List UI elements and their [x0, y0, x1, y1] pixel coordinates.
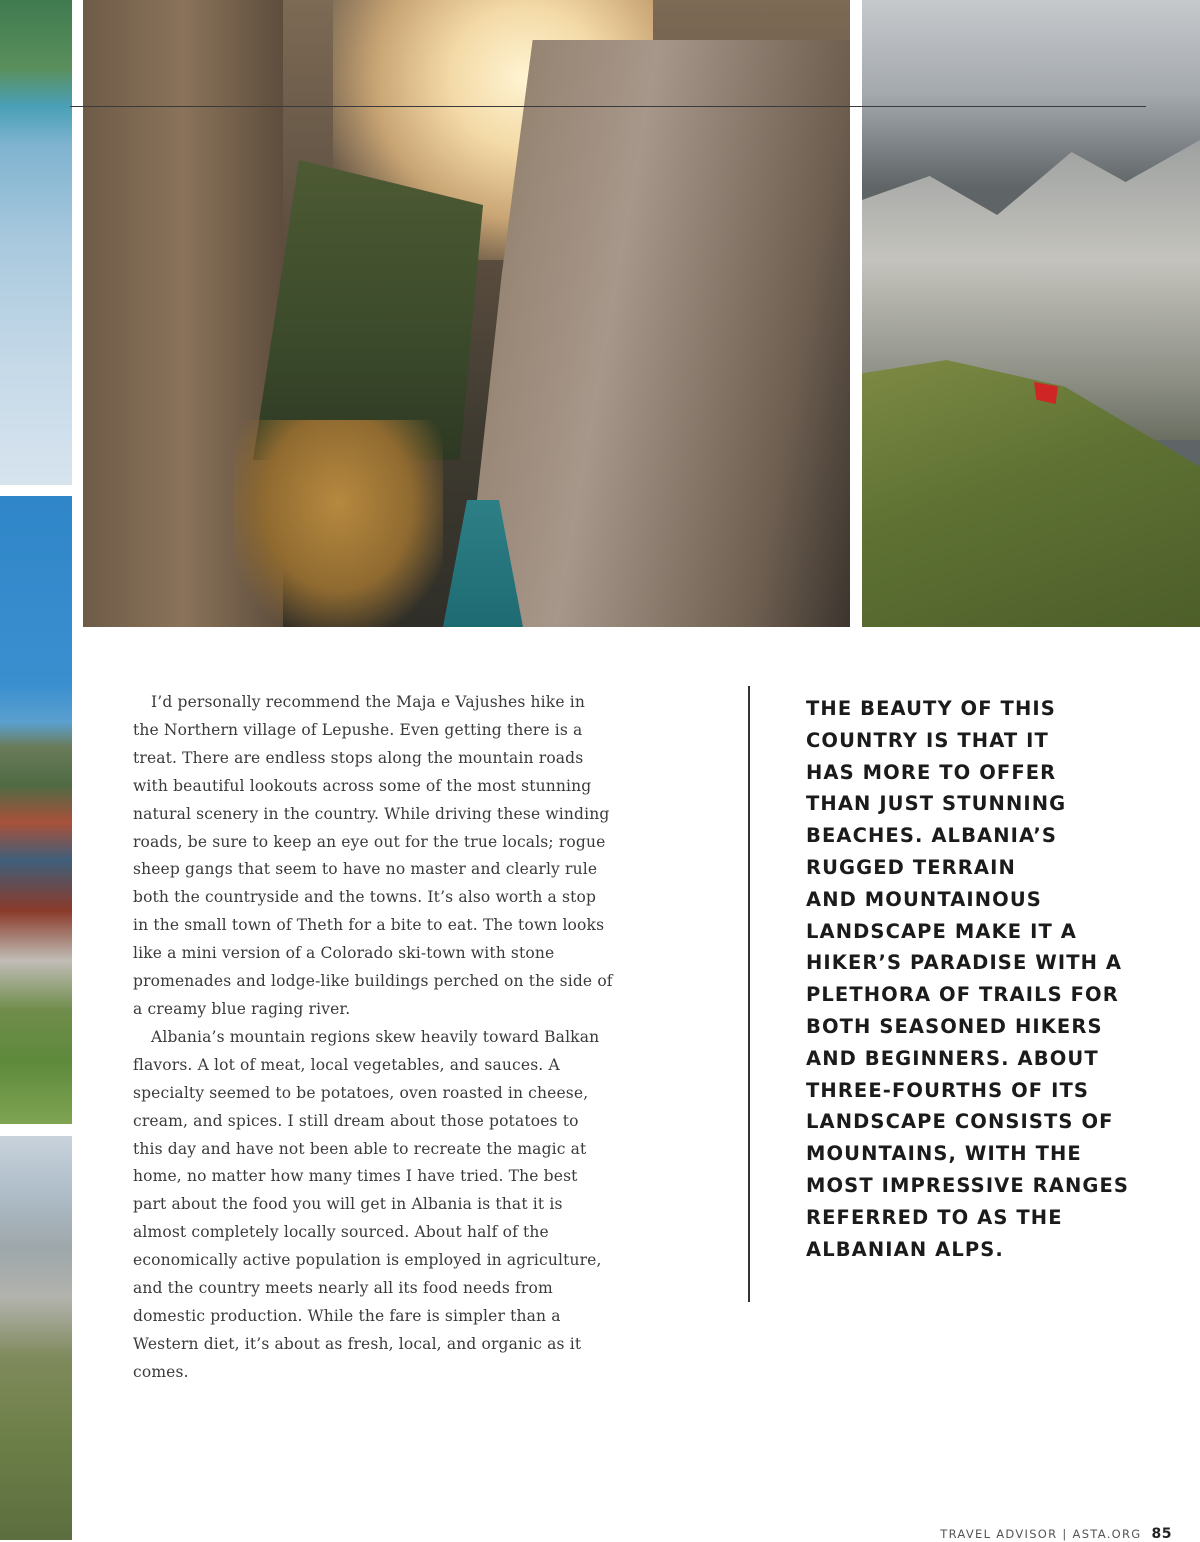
lake-photo — [0, 0, 72, 485]
pull-quote-line: BOTH SEASONED HIKERS — [806, 1014, 1103, 1038]
mountain-hikers-photo — [862, 0, 1200, 627]
article-body — [133, 689, 613, 1387]
pull-quote-line: ALBANIAN ALPS. — [806, 1237, 1004, 1261]
pull-quote-line: THREE-FOURTHS OF ITS — [806, 1078, 1089, 1102]
pull-quote-line: AND MOUNTAINOUS — [806, 887, 1042, 911]
pull-quote — [806, 693, 1136, 1265]
pull-quote-line: LANDSCAPE MAKE IT A — [806, 919, 1077, 943]
pull-quote-line: BEACHES. ALBANIA’S — [806, 824, 1058, 848]
pull-quote-line: AND BEGINNERS. ABOUT — [806, 1046, 1099, 1070]
publication-name: TRAVEL ADVISOR | ASTA.ORG — [940, 1527, 1142, 1541]
pull-quote-line: MOUNTAINS, WITH THE — [806, 1142, 1082, 1166]
canyon-photo — [83, 0, 850, 627]
page-number: 85 — [1151, 1526, 1172, 1542]
pull-quote-line: HIKER’S PARADISE WITH A — [806, 951, 1123, 975]
body-paragraph-2: Albania’s mountain regions skew heavily toward Balkan flavors. A lot of meat, local vegetables, and sauces. A specialty seemed to be potatoes, oven roasted in cheese, cream, and spices. I still dream about those potatoes to this day and have not been able to recreate the magic at home, no matter how many times I have tried. The best part about the food you will get in Albania is that it is almost completely locally sourced. About half of the economically active population is employed in agriculture, and the country meets nearly all its food needs from domestic production. While the fare is simpler than a Western diet, it’s about as fresh, local, and organic as it comes. — [133, 1027, 602, 1381]
column-divider — [748, 686, 750, 1302]
top-rule — [70, 106, 1146, 107]
body-paragraph-1: I’d personally recommend the Maja e Vajushes hike in the Northern village of Lepushe. Even getting there is a treat. There are endless stops along the mountain roads with beautiful lookouts across some of the most stunning natural scenery in the country. While driving these winding roads, be sure to keep an eye out for the true locals; rogue sheep gangs that seem to have no master and clearly rule both the countryside and the towns. It’s also worth a stop in the small town of Theth for a bite to eat. The town looks like a mini version of a Colorado ski-town with stone promenades and lodge-like buildings perched on the side of a creamy blue raging river. — [133, 693, 613, 1018]
coastal-town-photo — [0, 496, 72, 1124]
pull-quote-line: COUNTRY IS THAT IT — [806, 728, 1049, 752]
pull-quote-line: THE BEAUTY OF THIS — [806, 697, 1056, 720]
pull-quote-line: LANDSCAPE CONSISTS OF — [806, 1110, 1114, 1134]
pull-quote-line: PLETHORA OF TRAILS FOR — [806, 983, 1119, 1007]
pull-quote-line: RUGGED TERRAIN — [806, 855, 1016, 879]
pull-quote-line: THAN JUST STUNNING — [806, 792, 1067, 816]
pull-quote-line: MOST IMPRESSIVE RANGES — [806, 1173, 1130, 1197]
pull-quote-line: REFERRED TO AS THE — [806, 1205, 1063, 1229]
hillside-photo — [0, 1136, 72, 1540]
pull-quote-line: HAS MORE TO OFFER — [806, 760, 1057, 784]
